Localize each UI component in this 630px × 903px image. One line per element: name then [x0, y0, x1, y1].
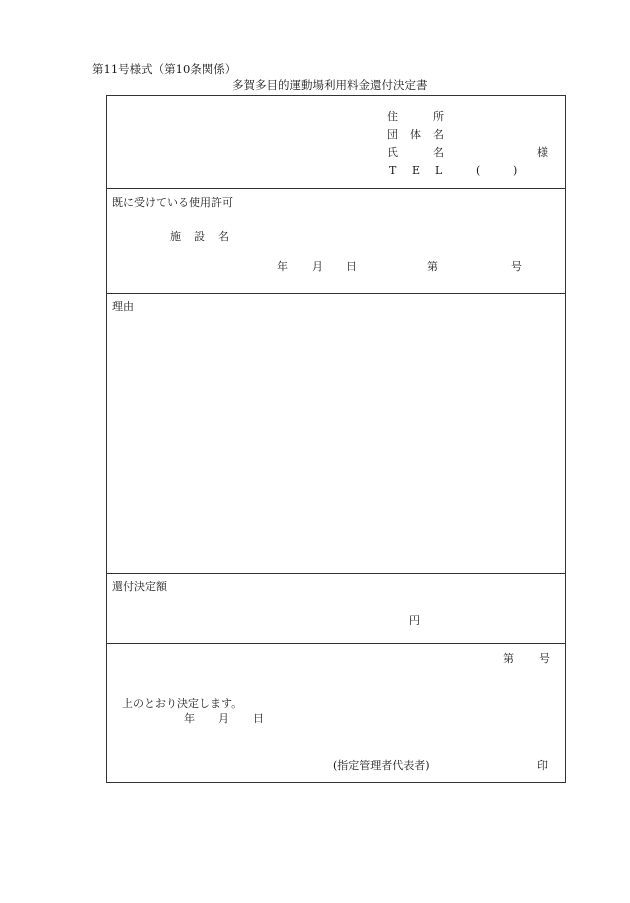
org-label-1: 団	[387, 128, 398, 141]
tel-label-l: L	[435, 164, 443, 177]
decision-dai: 第	[503, 652, 514, 665]
tel-label-e: E	[412, 164, 421, 177]
name-label-1: 氏	[387, 146, 398, 159]
reason-heading: 理由	[112, 300, 134, 313]
org-label-3: 名	[433, 128, 444, 141]
facility-label-2: 設	[194, 230, 205, 243]
divider-refund	[106, 643, 566, 644]
facility-label-1: 施	[170, 230, 181, 243]
address-label-1: 住	[387, 110, 398, 123]
permit-year: 年	[277, 260, 288, 273]
decision-day: 日	[253, 712, 264, 725]
decision-go: 号	[539, 652, 550, 665]
facility-label-3: 名	[218, 230, 229, 243]
permit-month: 月	[312, 260, 323, 273]
issuer-label: (指定管理者代表者)	[333, 759, 430, 772]
decision-year: 年	[184, 712, 195, 725]
tel-paren-open: (	[476, 164, 481, 177]
seal-mark: 印	[537, 759, 548, 772]
permit-day: 日	[346, 260, 357, 273]
yen-unit: 円	[409, 614, 420, 627]
divider-applicant	[106, 188, 566, 189]
decision-statement: 上のとおり決定します。	[122, 697, 243, 710]
org-label-2: 体	[410, 128, 421, 141]
honorific-sama: 様	[537, 146, 548, 159]
divider-reason	[106, 573, 566, 574]
refund-heading: 還付決定額	[112, 580, 167, 593]
tel-label-t: T	[389, 164, 397, 177]
permit-go: 号	[511, 260, 522, 273]
form-number: 第11号様式（第10条関係）	[92, 62, 237, 76]
address-label-2: 所	[433, 110, 444, 123]
name-label-2: 名	[433, 146, 444, 159]
document-title: 多賀多目的運動場利用料金還付決定書	[232, 78, 428, 92]
permit-dai: 第	[427, 260, 438, 273]
tel-paren-close: )	[513, 164, 518, 177]
decision-month: 月	[218, 712, 229, 725]
permit-heading: 既に受けている使用許可	[112, 196, 233, 209]
divider-permit	[106, 293, 566, 294]
